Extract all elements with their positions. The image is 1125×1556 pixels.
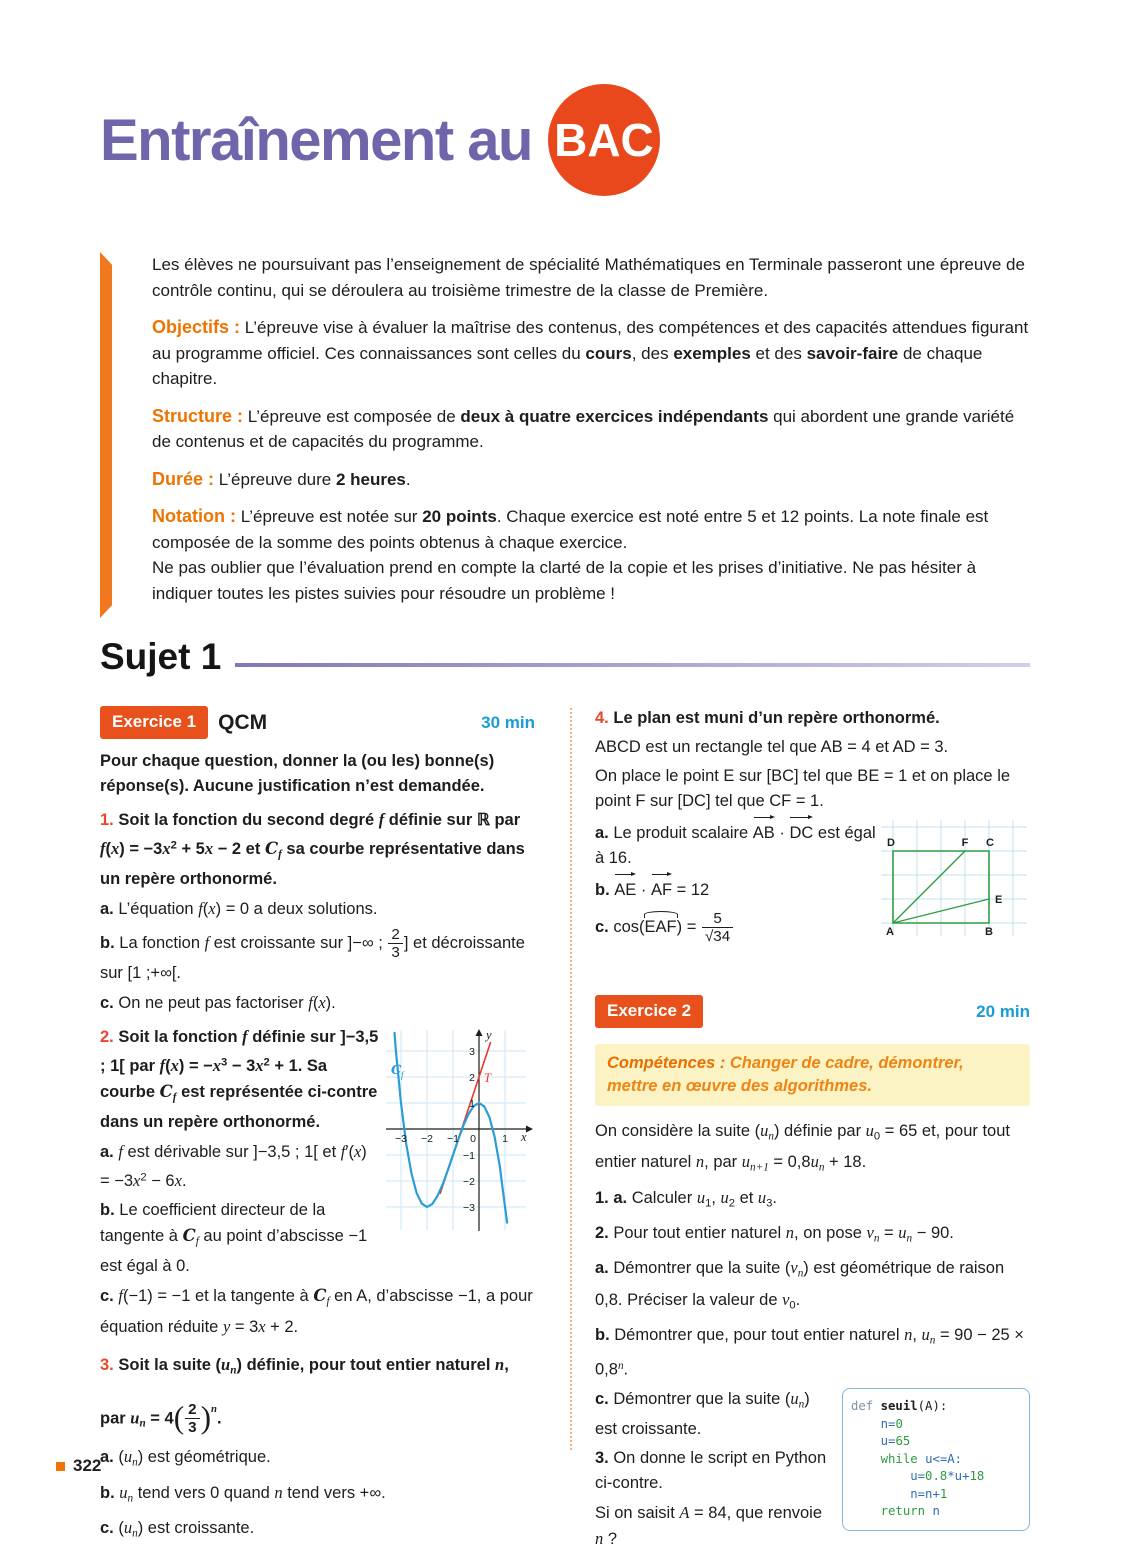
qcm-item: b. La fonction f est croissante sur ]−∞ ; $\frac{2}{3}$ ] et décroissante sur [1 ;+∞[.	[100, 925, 525, 982]
point-label-b: B	[985, 926, 993, 938]
question-4-line: On place le point E sur [BC] tel que BE = 1 et on place le point F sur [DC] tel que CF = 1.	[595, 767, 1011, 810]
point-label-f: F	[961, 837, 969, 849]
page-number: 322	[73, 1456, 102, 1475]
page-title: Entraînement au	[100, 107, 532, 173]
point-label-c: C	[986, 837, 994, 849]
y-axis-arrow	[476, 1029, 483, 1036]
exercise2-intro: On considère la suite $(u_n)$ définie par $u_0 = 65$ et, pour tout entier naturel n, par $u_{n+1} = 0,8u_n + 18$.	[595, 1121, 1010, 1174]
qcm-item: c. f(−1) = −1 et la tangente à $C_f$ en A, d’abscisse −1, a pour équation réduite y = 3x + 2.	[100, 1285, 533, 1337]
exercise2-item: b. Démontrer que, pour tout entier naturel n, $u_n = 90 - 25 \times 0,8^n$.	[595, 1325, 1024, 1379]
qcm-item: b. AE · AF = 12	[595, 878, 1030, 903]
section-notation: Notation : L’épreuve est notée sur 20 points. Chaque exercice est noté entre 5 et 12 points. La note finale est composée de la somme des points obtenus à chaque exercice.	[152, 506, 989, 552]
question-2: 2. Soit la fonction f définie sur ]−3,5 ; 1[ par $f(x) = -x^3 - 3x^2 + 1$. Sa courbe $C_f$ est représentée ci-contre dans un repère orthonormé.	[100, 1026, 379, 1131]
exercise2-header	[595, 995, 1030, 1028]
function-graph-figure	[379, 1024, 535, 1248]
section-label: Durée :	[152, 468, 215, 489]
y-tick: 2	[469, 1071, 475, 1084]
function-graph	[379, 1024, 535, 1240]
orange-bracket	[100, 252, 112, 618]
section-duree: Durée : L’épreuve dure 2 heures.	[152, 468, 411, 489]
tangent-label: T	[484, 1070, 491, 1085]
competences-box: Compétences : Changer de cadre, démontrer, mettre en œuvre des algorithmes.	[595, 1044, 1030, 1106]
y-axis-label: y	[486, 1027, 492, 1042]
qcm-item: a. f est dérivable sur ]−3,5 ; 1[ et $f'(x) = -3x^2 - 6x$.	[100, 1141, 367, 1190]
question-4-line: ABCD est un rectangle tel que AB = 4 et AD = 3.	[595, 738, 949, 756]
code-line: n=n+1	[910, 1486, 948, 1501]
question-1: 1. Soit la fonction du second degré f définie sur ℝ par $f(x) = -3x^2 + 5x - 2$ et $C_f$ sa courbe représentative dans un repère orthonormé.	[100, 810, 525, 888]
intro-paragraph: Les élèves ne poursuivant pas l’enseignement de spécialité Mathématiques en Terminale passeront une épreuve de contrôle continu, qui se déroulera au troisième trimestre de la classe de Première.	[152, 255, 1025, 300]
code-line: return n	[880, 1504, 940, 1519]
qcm-item: a. $(u_n)$ est géométrique.	[100, 1447, 271, 1469]
x-tick: −3	[395, 1132, 407, 1145]
exercise2-item: a. Démontrer que la suite $(v_n)$ est géométrique de raison 0,8. Préciser la valeur de $v_0$.	[595, 1258, 1005, 1312]
qcm-item: a. L’équation f(x) = 0 a deux solutions.	[100, 898, 378, 918]
qcm-item: c. On ne peut pas factoriser f(x).	[100, 992, 336, 1012]
curve	[395, 1033, 508, 1223]
sujet-title: Sujet 1	[100, 636, 222, 677]
segment-af	[893, 851, 965, 923]
exercise2-duration: 20 min	[976, 1002, 1030, 1021]
exercise1-badge: Exercice 1	[100, 706, 208, 739]
code-line: while u<=A:	[880, 1451, 963, 1466]
code-line: u=0.8*u+18	[910, 1469, 985, 1484]
x-axis-arrow	[526, 1125, 533, 1132]
left-column	[100, 706, 535, 1556]
question-4: 4. Le plan est muni d’un repère orthonormé.	[595, 709, 940, 727]
intro-block	[100, 252, 1030, 618]
qcm-instructions: Pour chaque question, donner la (ou les) bonne(s) réponse(s). Aucune justification n’est demandée.	[100, 752, 495, 795]
question-number: 3.	[100, 1356, 114, 1375]
exercise2-badge: Exercice 2	[595, 995, 703, 1028]
page-footer	[56, 1456, 101, 1476]
section-label: Notation :	[152, 506, 236, 526]
x-tick: 1	[502, 1132, 508, 1145]
exercise2-item: 2. Pour tout entier naturel n, on pose $v_n = u_n - 90$.	[595, 1223, 954, 1245]
section-structure: Structure : L’épreuve est composée de deux à quatre exercices indépendants qui abordent une grande variété de contenus et de capacités du programme.	[152, 405, 1015, 451]
exercise2-item: 1. a. Calculer $u_1$, $u_2$ et $u_3$.	[595, 1187, 778, 1210]
section-label: Structure :	[152, 405, 244, 426]
qcm-item: b. $u_n$ tend vers 0 quand n tend vers +∞.	[100, 1482, 386, 1504]
rectangle-figure	[878, 818, 1030, 948]
question-number: 1.	[100, 811, 114, 829]
y-tick: −1	[463, 1149, 475, 1162]
exercise2-item: c. Démontrer que la suite $(u_n)$ est croissante.	[595, 1389, 810, 1439]
origin-label: 0	[470, 1132, 476, 1145]
two-columns	[100, 706, 1030, 1556]
rectangle-diagram	[878, 818, 1030, 940]
code-line: def seuil(A):	[851, 1399, 948, 1414]
point-label-d: D	[887, 837, 895, 849]
purple-rule	[235, 663, 1030, 667]
code-line: u=65	[880, 1434, 911, 1449]
masthead	[100, 84, 660, 196]
exercise2-item: 3. On donne le script en Python ci-contre.	[595, 1449, 827, 1493]
x-tick: −1	[447, 1132, 459, 1145]
qcm-item: c. $(u_n)$ est croissante.	[100, 1517, 255, 1540]
exercise2-item: Si on saisit A = 84, que renvoie n ?	[595, 1503, 823, 1549]
question-3-formula: par $u_n = 4$( $\frac{2}{3}$ )$^n$.	[100, 1399, 222, 1437]
section-label: Objectifs :	[152, 317, 241, 337]
x-axis-label: x	[521, 1129, 527, 1144]
section-notation-2: Ne pas oublier que l’évaluation prend en compte la clarté de la copie et les prises d’initiative. Ne pas hésiter à indiquer toutes les pistes suivies pour résoudre un problème !	[152, 558, 977, 603]
question-number: 2.	[100, 1027, 114, 1046]
section-objectifs: Objectifs : L’épreuve vise à évaluer la maîtrise des contenus, des compétences et des capacités attendues figurant au programme officiel. Ces connaissances sont celles du cours, des exemples et des savoir-faire de chaque chapitre.	[152, 317, 1029, 388]
y-tick: −2	[463, 1175, 475, 1188]
page-marker-icon	[56, 1462, 65, 1471]
exercise1-name: QCM	[218, 711, 268, 734]
y-tick: −3	[463, 1201, 475, 1214]
exercise2-body	[595, 1118, 1030, 1556]
point-label-e: E	[995, 894, 1003, 906]
curve-label: C	[391, 1062, 402, 1078]
sujet-heading	[100, 636, 1030, 678]
curve-label-sub: f	[401, 1069, 404, 1080]
right-column	[595, 706, 1030, 1556]
grid-lines	[881, 820, 1027, 936]
question-number: 4.	[595, 709, 609, 727]
code-line: n=0	[880, 1416, 903, 1431]
exercise1-header	[100, 706, 535, 739]
qcm-item: b. Le coefficient directeur de la tangente à $C_f$ au point d’abscisse −1 est égal à 0.	[100, 1200, 368, 1275]
x-tick: −2	[421, 1132, 433, 1145]
exercise1-duration: 30 min	[481, 713, 535, 732]
python-code-box	[842, 1388, 1030, 1531]
qcm-item: c. cos(EAF) = $\frac{5}{√34}$	[595, 910, 1030, 945]
y-tick: 3	[469, 1045, 475, 1058]
bac-badge: BAC	[548, 84, 660, 196]
question-4-block	[595, 706, 1030, 949]
question-2-block	[100, 1024, 535, 1344]
point-label-a: A	[886, 926, 894, 938]
qcm-item: a. Le produit scalaire AB · DC est égal à 16.	[595, 821, 1030, 871]
y-tick: 1	[469, 1097, 475, 1110]
question-3: 3. Soit la suite $(u_n)$ définie, pour tout entier naturel n,	[100, 1355, 509, 1377]
